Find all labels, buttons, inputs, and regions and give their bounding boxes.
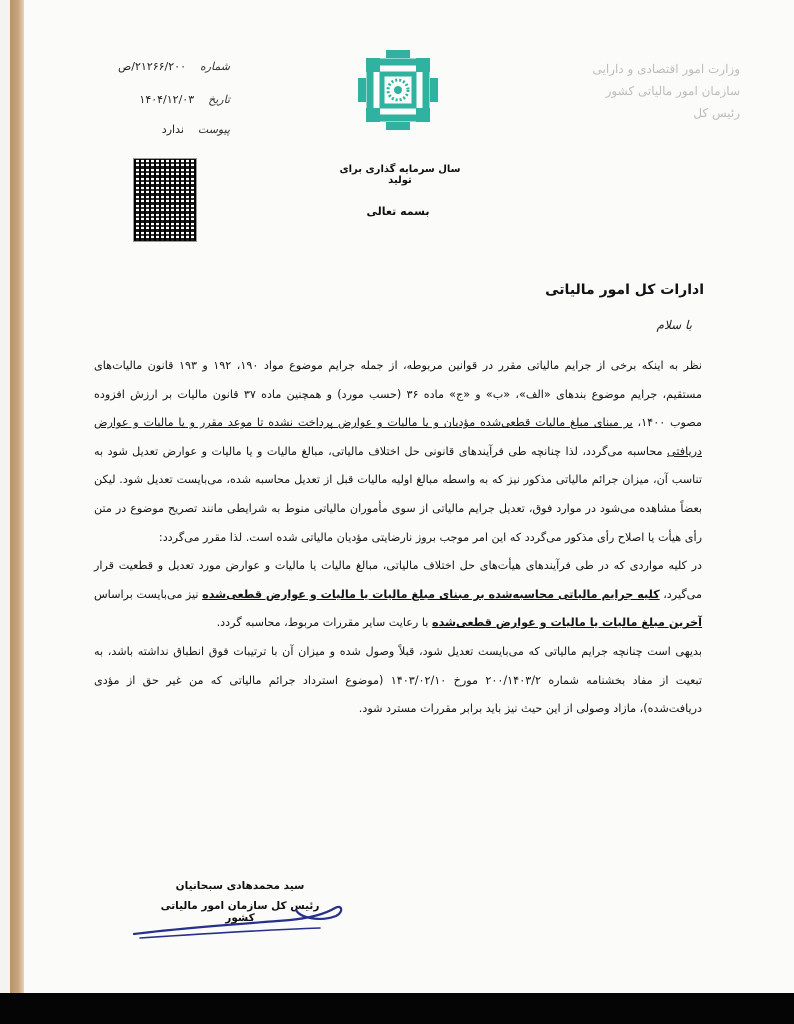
paragraph-2-text-c: با رعایت سایر مقررات مربوط، محاسبه گردد.	[216, 616, 432, 630]
year-slogan: سال سرمایه گذاری برای تولید	[339, 164, 461, 186]
letter-attachment-row	[110, 123, 230, 136]
letter-attachment-value: ندارد	[161, 123, 184, 136]
faded-letterhead-line-3: رئیس کل	[693, 106, 740, 120]
paragraph-1-text-b: محاسبه می‌گردد، لذا چنانچه طی فرآیندهای قانونی حل اختلاف مالیاتی، مبالغ مالیات و یا مالیات و عوارض تعدیل شود به تناسب آن، میزان جرائم مالیاتی مذکور نیز که به واسطه مبالغ اولیه مالیات قبل از تعدیل محاسبه شده، می‌بایست تعدیل شود. لیکن بعضاً مشاهده می‌شود در موارد فوق، تعدیل جرایم مالیاتی از سوی مأموران مالیاتی منوط به شرایطی مانند تصریح موضوع در متن رأی هیأت یا اصلاح رأی مذکور می‌گردد که این امر موجب بروز نارضایتی مؤدیان مالیاتی شده است. لذا مقرر می‌گردد:	[94, 444, 702, 544]
tax-organization-logo	[356, 48, 440, 132]
letter-number-value: ۲۱۲۶۶/۲۰۰/ص	[117, 60, 186, 73]
letter-date-value: ۱۴۰۴/۱۲/۰۳	[139, 93, 195, 106]
paper-edge	[10, 0, 24, 993]
paragraph-2	[94, 552, 702, 638]
letter-attachment-label: پیوست	[197, 123, 230, 136]
paragraph-2-text-b: نیز می‌بایست براساس	[94, 587, 203, 601]
paragraph-2-text-a: در کلیه مواردی که در طی فرآیندهای هیأت‌های حل اختلاف مالیاتی، مبالغ مالیات یا مالیات و عوارض مورد تعدیل و قطعیت قرار می‌گیرد،	[94, 559, 702, 601]
letter-body	[94, 352, 702, 724]
paragraph-1-text-a: نظر به اینکه برخی از جرایم مالیاتی مقرر در قوانین مربوطه، از جمله جرایم موضوع مواد ۱۹۰، ۱۹۲ و ۱۹۳ قانون مالیات‌های مستقیم، جرایم موضوع بندهای «الف»، «ب» و «ج» ماده ۳۶ (حسب مورد) و همچنین ماده ۳۷ قانون مالیات بر ارزش افزوده مصوب ۱۴۰۰،	[94, 359, 703, 430]
paragraph-1	[94, 352, 702, 552]
bottom-black-bar	[0, 993, 794, 1024]
letter-number-row	[110, 60, 230, 73]
greeting: با سلام	[656, 318, 692, 332]
faded-letterhead-line-2: سازمان امور مالیاتی کشور	[605, 84, 740, 98]
recipient-heading: ادارات کل امور مالیاتی	[545, 282, 704, 298]
signatory-title: رئیس کل سازمان امور مالیاتی کشور	[160, 900, 320, 924]
letter-date-label: تاریخ	[208, 93, 230, 106]
faded-letterhead-line-1: وزارت امور اقتصادی و دارایی	[592, 62, 740, 76]
letter-date-row	[110, 93, 230, 106]
faded-letterhead	[560, 58, 740, 124]
paragraph-1-underlined: بر مبنای مبلغ مالیات قطعی‌شده مؤدیان و یا مالیات و عوارض پرداخت نشده تا موعد مقرر و یا مالیات و عوارض دریافتی	[94, 416, 702, 458]
qr-code	[133, 158, 197, 242]
signatory-name: سید محمدهادی سبحانیان	[175, 880, 305, 892]
paragraph-2-bold-underlined-1: کلیه جرایم مالیاتی محاسبه‌شده بر مبنای مبلغ مالیات یا مالیات و عوارض قطعی‌شده	[202, 587, 660, 601]
bismillah: بسمه تعالی	[366, 205, 430, 218]
paragraph-3: بدیهی است چنانچه جرایم مالیاتی که می‌بایست تعدیل شود، قبلاً وصول شده و میزان آن با ترتیبات فوق انطباق نداشته باشد، به تبعیت از مفاد بخشنامه شماره ۲۰۰/۱۴۰۳/۲ مورخ ۱۴۰۳/۰۲/۱۰ (موضوع استرداد جرائم مالیاتی که من غیر حق از مؤدی دریافت‌شده)، مازاد وصولی از این حیث نیز باید برابر مقررات مسترد شود.	[94, 644, 703, 716]
letter-number-label: شماره	[199, 60, 230, 73]
paragraph-2-bold-underlined-2: آخرین مبلغ مالیات یا مالیات و عوارض قطعی‌شده	[431, 616, 702, 630]
handwritten-signature	[120, 888, 360, 944]
